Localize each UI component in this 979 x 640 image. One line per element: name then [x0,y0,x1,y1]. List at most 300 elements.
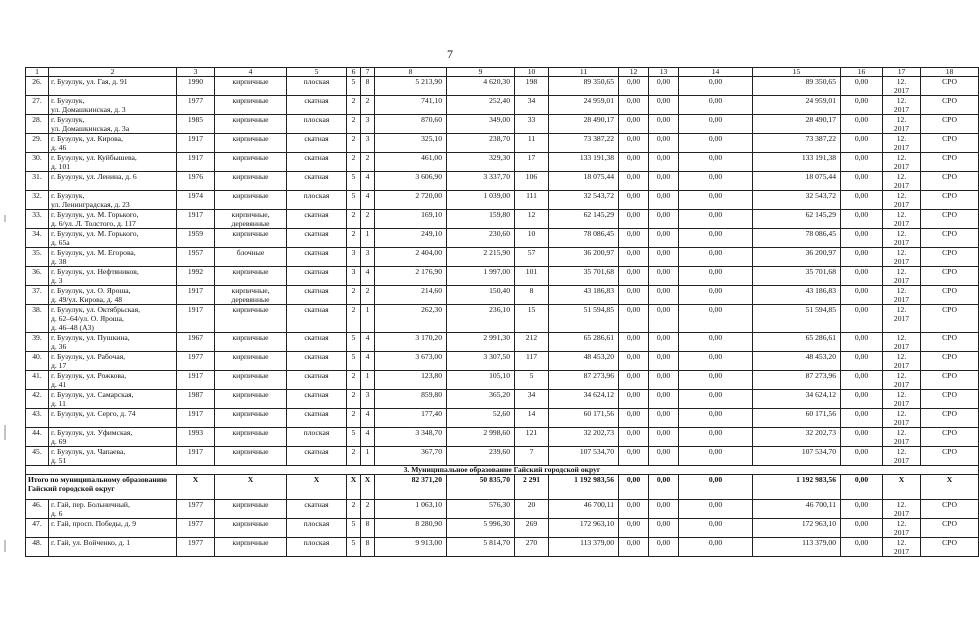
completion-term: 12. 2017 [883,519,921,538]
year: 1917 [177,210,215,229]
floors: 2 [347,96,361,115]
total-x3: X [177,475,215,500]
fund-14: 0,00 [679,96,753,115]
floors: 2 [347,229,361,248]
table-row [26,77,979,96]
entrances: 8 [361,519,375,538]
completion-term: 12. 2017 [883,191,921,210]
fund-16: 0,00 [841,428,883,447]
row-number: 37. [26,286,49,305]
row-number: 29. [26,134,49,153]
fund-13: 0,00 [649,305,679,333]
fund-method: СРО [921,409,979,428]
roof-type: скатная [287,352,347,371]
completion-term: 12. 2017 [883,500,921,519]
repair-cost: 34 624,12 [549,390,619,409]
living-area: 349,00 [447,115,515,134]
wall-material: кирпичные [215,447,287,466]
row-number: 42. [26,390,49,409]
fund-14: 0,00 [679,352,753,371]
repair-cost: 78 086,45 [549,229,619,248]
fund-method: СРО [921,248,979,267]
living-area: 52,60 [447,409,515,428]
address: г. Бузулук, ул. Самарская, д. 11 [49,390,177,409]
fund-13: 0,00 [649,210,679,229]
wall-material: кирпичные [215,428,287,447]
entrances: 1 [361,371,375,390]
table-row [26,333,979,352]
completion-term: 12. 2017 [883,352,921,371]
floors: 5 [347,538,361,557]
owners-funds: 78 086,45 [753,229,841,248]
floors: 2 [347,305,361,333]
entrances: 2 [361,210,375,229]
repair-cost: 18 075,44 [549,172,619,191]
total-label: Итого по муниципальному образованию Гайский городской округ [26,475,177,500]
year: 1985 [177,115,215,134]
residents: 15 [515,305,549,333]
owners-funds: 172 963,10 [753,519,841,538]
entrances: 8 [361,77,375,96]
column-number: 3 [177,68,215,77]
repair-cost: 62 145,29 [549,210,619,229]
repair-cost: 172 963,10 [549,519,619,538]
fund-13: 0,00 [649,428,679,447]
residents: 269 [515,519,549,538]
fund-method: СРО [921,352,979,371]
housing-table [25,67,979,557]
address: г. Бузулук, ул. Ленина, д. 6 [49,172,177,191]
year: 1917 [177,409,215,428]
wall-material: кирпичные [215,172,287,191]
wall-material: кирпичные [215,519,287,538]
wall-material: кирпичные [215,134,287,153]
fund-13: 0,00 [649,286,679,305]
living-area: 365,20 [447,390,515,409]
repair-cost: 107 534,70 [549,447,619,466]
year: 1976 [177,172,215,191]
repair-cost: 113 379,00 [549,538,619,557]
entrances: 1 [361,447,375,466]
living-area: 230,60 [447,229,515,248]
total-x7: X [361,475,375,500]
repair-cost: 87 273,96 [549,371,619,390]
fund-14: 0,00 [679,153,753,172]
table-row [26,153,979,172]
total-x17: X [883,475,921,500]
wall-material: блочные [215,248,287,267]
fund-13: 0,00 [649,409,679,428]
year: 1993 [177,428,215,447]
roof-type: скатная [287,305,347,333]
row-number: 36. [26,267,49,286]
year: 1987 [177,390,215,409]
entrances: 4 [361,191,375,210]
fund-14: 0,00 [679,519,753,538]
fund-14: 0,00 [679,500,753,519]
column-number-row [26,68,979,77]
year: 1967 [177,333,215,352]
column-number: 7 [361,68,375,77]
fund-16: 0,00 [841,77,883,96]
wall-material: кирпичные [215,538,287,557]
completion-term: 12. 2017 [883,390,921,409]
address: г. Бузулук, ул. Домашкинская, д. 3а [49,115,177,134]
completion-term: 12. 2017 [883,267,921,286]
entrances: 3 [361,115,375,134]
entrances: 2 [361,96,375,115]
fund-method: СРО [921,210,979,229]
address: г. Бузулук, ул. Ленинградская, д. 23 [49,191,177,210]
fund-12: 0,00 [619,409,649,428]
address: г. Бузулук, ул. Кирова, д. 46 [49,134,177,153]
living-area: 3 337,70 [447,172,515,191]
fund-12: 0,00 [619,538,649,557]
roof-type: плоская [287,519,347,538]
fund-method: СРО [921,371,979,390]
column-number: 9 [447,68,515,77]
residents: 34 [515,390,549,409]
fund-14: 0,00 [679,229,753,248]
roof-type: плоская [287,115,347,134]
fund-method: СРО [921,390,979,409]
fund-method: СРО [921,500,979,519]
fund-14: 0,00 [679,447,753,466]
fund-12: 0,00 [619,134,649,153]
address: г. Бузулук, ул. Уфимская, д. 69 [49,428,177,447]
total-total: 1 192 983,56 [753,475,841,500]
fund-16: 0,00 [841,96,883,115]
living-area: 1 039,00 [447,191,515,210]
fund-16: 0,00 [841,286,883,305]
fund-12: 0,00 [619,172,649,191]
entrances: 2 [361,286,375,305]
total-area: 2 404,00 [375,248,447,267]
repair-cost: 24 959,01 [549,96,619,115]
year: 1917 [177,371,215,390]
roof-type: скатная [287,447,347,466]
total-f12: 0,00 [619,475,649,500]
total-area: 262,30 [375,305,447,333]
column-number: 16 [841,68,883,77]
repair-cost: 133 191,38 [549,153,619,172]
total-area: 3 606,90 [375,172,447,191]
address: г. Гай, ул. Войченко, д. 1 [49,538,177,557]
total-area: 1 063,10 [375,500,447,519]
repair-cost: 51 594,85 [549,305,619,333]
year: 1917 [177,447,215,466]
living-area: 2 215,90 [447,248,515,267]
owners-funds: 48 453,20 [753,352,841,371]
wall-material: кирпичные [215,229,287,248]
address: г. Бузулук, ул. Октябрьская, д. 62–64/ул. О. Яроша, д. 46–48 (А3) [49,305,177,333]
fund-16: 0,00 [841,333,883,352]
fund-12: 0,00 [619,352,649,371]
fund-16: 0,00 [841,390,883,409]
table-row [26,191,979,210]
fund-12: 0,00 [619,390,649,409]
total-area: 325,10 [375,134,447,153]
residents: 106 [515,172,549,191]
roof-type: плоская [287,191,347,210]
owners-funds: 60 171,56 [753,409,841,428]
address: г. Бузулук, ул. Домашкинская, д. 3 [49,96,177,115]
table-row [26,447,979,466]
fund-16: 0,00 [841,538,883,557]
repair-cost: 89 350,65 [549,77,619,96]
wall-material: кирпичные [215,409,287,428]
owners-funds: 35 701,68 [753,267,841,286]
fund-12: 0,00 [619,191,649,210]
fund-12: 0,00 [619,447,649,466]
fund-12: 0,00 [619,96,649,115]
address: г. Бузулук, ул. Гая, д. 91 [49,77,177,96]
table-row [26,134,979,153]
roof-type: скатная [287,333,347,352]
residents: 20 [515,500,549,519]
section-title: 3. Муниципальное образование Гайский городской округ [26,466,979,475]
entrances: 2 [361,500,375,519]
owners-funds: 43 186,83 [753,286,841,305]
total-f14: 0,00 [679,475,753,500]
table-row [26,352,979,371]
floors: 2 [347,447,361,466]
fund-12: 0,00 [619,115,649,134]
completion-term: 12. 2017 [883,409,921,428]
table-row [26,267,979,286]
repair-cost: 48 453,20 [549,352,619,371]
row-number: 47. [26,519,49,538]
living-area: 4 620,30 [447,77,515,96]
entrances: 3 [361,134,375,153]
floors: 2 [347,286,361,305]
floors: 2 [347,500,361,519]
owners-funds: 107 534,70 [753,447,841,466]
table-row [26,519,979,538]
total-area: 123,80 [375,371,447,390]
fund-14: 0,00 [679,286,753,305]
table-row [26,229,979,248]
residents: 8 [515,286,549,305]
roof-type: скатная [287,134,347,153]
table-row [26,371,979,390]
completion-term: 12. 2017 [883,153,921,172]
fund-12: 0,00 [619,248,649,267]
roof-type: скатная [287,248,347,267]
living-area: 2 991,30 [447,333,515,352]
fund-13: 0,00 [649,77,679,96]
wall-material: кирпичные [215,267,287,286]
row-number: 45. [26,447,49,466]
roof-type: скатная [287,172,347,191]
row-number: 32. [26,191,49,210]
owners-funds: 73 387,22 [753,134,841,153]
living-area: 576,30 [447,500,515,519]
fund-13: 0,00 [649,352,679,371]
floors: 2 [347,115,361,134]
row-number: 43. [26,409,49,428]
column-number: 6 [347,68,361,77]
fund-13: 0,00 [649,390,679,409]
row-number: 31. [26,172,49,191]
table-row [26,500,979,519]
column-number: 4 [215,68,287,77]
wall-material: кирпичные [215,500,287,519]
total-area: 214,60 [375,286,447,305]
row-number: 27. [26,96,49,115]
fund-method: СРО [921,305,979,333]
fund-13: 0,00 [649,519,679,538]
fund-method: СРО [921,538,979,557]
floors: 2 [347,371,361,390]
roof-type: плоская [287,77,347,96]
total-area: 9 913,00 [375,538,447,557]
total-row [26,475,979,500]
owners-funds: 62 145,29 [753,210,841,229]
column-number: 11 [549,68,619,77]
floors: 3 [347,267,361,286]
total-area: 3 170,20 [375,333,447,352]
living-area: 5 814,70 [447,538,515,557]
fund-14: 0,00 [679,305,753,333]
table-row [26,172,979,191]
fund-method: СРО [921,286,979,305]
fund-method: СРО [921,153,979,172]
completion-term: 12. 2017 [883,333,921,352]
residents: 101 [515,267,549,286]
roof-type: скатная [287,500,347,519]
owners-funds: 32 202,73 [753,428,841,447]
address: г. Бузулук, ул. Нефтяников, д. 3 [49,267,177,286]
owners-funds: 133 191,38 [753,153,841,172]
owners-funds: 65 286,61 [753,333,841,352]
row-number: 33. [26,210,49,229]
floors: 5 [347,172,361,191]
owners-funds: 51 594,85 [753,305,841,333]
completion-term: 12. 2017 [883,210,921,229]
column-number: 12 [619,68,649,77]
fund-16: 0,00 [841,409,883,428]
roof-type: плоская [287,428,347,447]
entrances: 4 [361,333,375,352]
table-row [26,390,979,409]
repair-cost: 43 186,83 [549,286,619,305]
total-x5: X [287,475,347,500]
residents: 212 [515,333,549,352]
fund-14: 0,00 [679,267,753,286]
address: г. Бузулук, ул. Серго, д. 74 [49,409,177,428]
fund-12: 0,00 [619,286,649,305]
wall-material: кирпичные [215,305,287,333]
owners-funds: 24 959,01 [753,96,841,115]
roof-type: скатная [287,371,347,390]
fund-12: 0,00 [619,305,649,333]
fund-12: 0,00 [619,519,649,538]
living-area: 239,60 [447,447,515,466]
fund-13: 0,00 [649,134,679,153]
completion-term: 12. 2017 [883,286,921,305]
roof-type: скатная [287,286,347,305]
fund-12: 0,00 [619,77,649,96]
total-f13: 0,00 [649,475,679,500]
fund-16: 0,00 [841,229,883,248]
fund-14: 0,00 [679,538,753,557]
roof-type: скатная [287,390,347,409]
column-number: 18 [921,68,979,77]
fund-16: 0,00 [841,267,883,286]
fund-14: 0,00 [679,390,753,409]
wall-material: кирпичные [215,352,287,371]
fund-14: 0,00 [679,248,753,267]
entrances: 4 [361,267,375,286]
fund-16: 0,00 [841,134,883,153]
total-area: 8 280,90 [375,519,447,538]
fund-method: СРО [921,333,979,352]
total-area: 741,10 [375,96,447,115]
fund-13: 0,00 [649,115,679,134]
fund-method: СРО [921,77,979,96]
column-number: 13 [649,68,679,77]
fund-method: СРО [921,267,979,286]
fund-12: 0,00 [619,267,649,286]
row-number: 35. [26,248,49,267]
entrances: 4 [361,172,375,191]
fund-16: 0,00 [841,500,883,519]
table-row [26,538,979,557]
residents: 14 [515,409,549,428]
floors: 2 [347,153,361,172]
row-number: 28. [26,115,49,134]
completion-term: 12. 2017 [883,305,921,333]
residents: 17 [515,153,549,172]
address: г. Бузулук, ул. М. Горького, д. 65а [49,229,177,248]
owners-funds: 36 200,97 [753,248,841,267]
living-area: 1 997,00 [447,267,515,286]
year: 1977 [177,519,215,538]
fund-13: 0,00 [649,96,679,115]
completion-term: 12. 2017 [883,115,921,134]
fund-14: 0,00 [679,409,753,428]
total-area: 5 213,90 [375,77,447,96]
residents: 33 [515,115,549,134]
wall-material: кирпичные [215,333,287,352]
total-area: 367,70 [375,447,447,466]
fund-13: 0,00 [649,267,679,286]
year: 1917 [177,153,215,172]
table-row [26,286,979,305]
entrances: 4 [361,428,375,447]
residents: 117 [515,352,549,371]
address: г. Бузулук, ул. Рабочая, д. 17 [49,352,177,371]
total-area: 461,00 [375,153,447,172]
fund-method: СРО [921,96,979,115]
fund-16: 0,00 [841,447,883,466]
living-area: 5 996,30 [447,519,515,538]
column-number: 15 [753,68,841,77]
year: 1990 [177,77,215,96]
completion-term: 12. 2017 [883,77,921,96]
fund-13: 0,00 [649,172,679,191]
row-number: 48. [26,538,49,557]
repair-cost: 35 701,68 [549,267,619,286]
fund-14: 0,00 [679,115,753,134]
fund-method: СРО [921,172,979,191]
total-x4: X [215,475,287,500]
completion-term: 12. 2017 [883,428,921,447]
living-area: 2 998,60 [447,428,515,447]
fund-12: 0,00 [619,333,649,352]
year: 1917 [177,305,215,333]
